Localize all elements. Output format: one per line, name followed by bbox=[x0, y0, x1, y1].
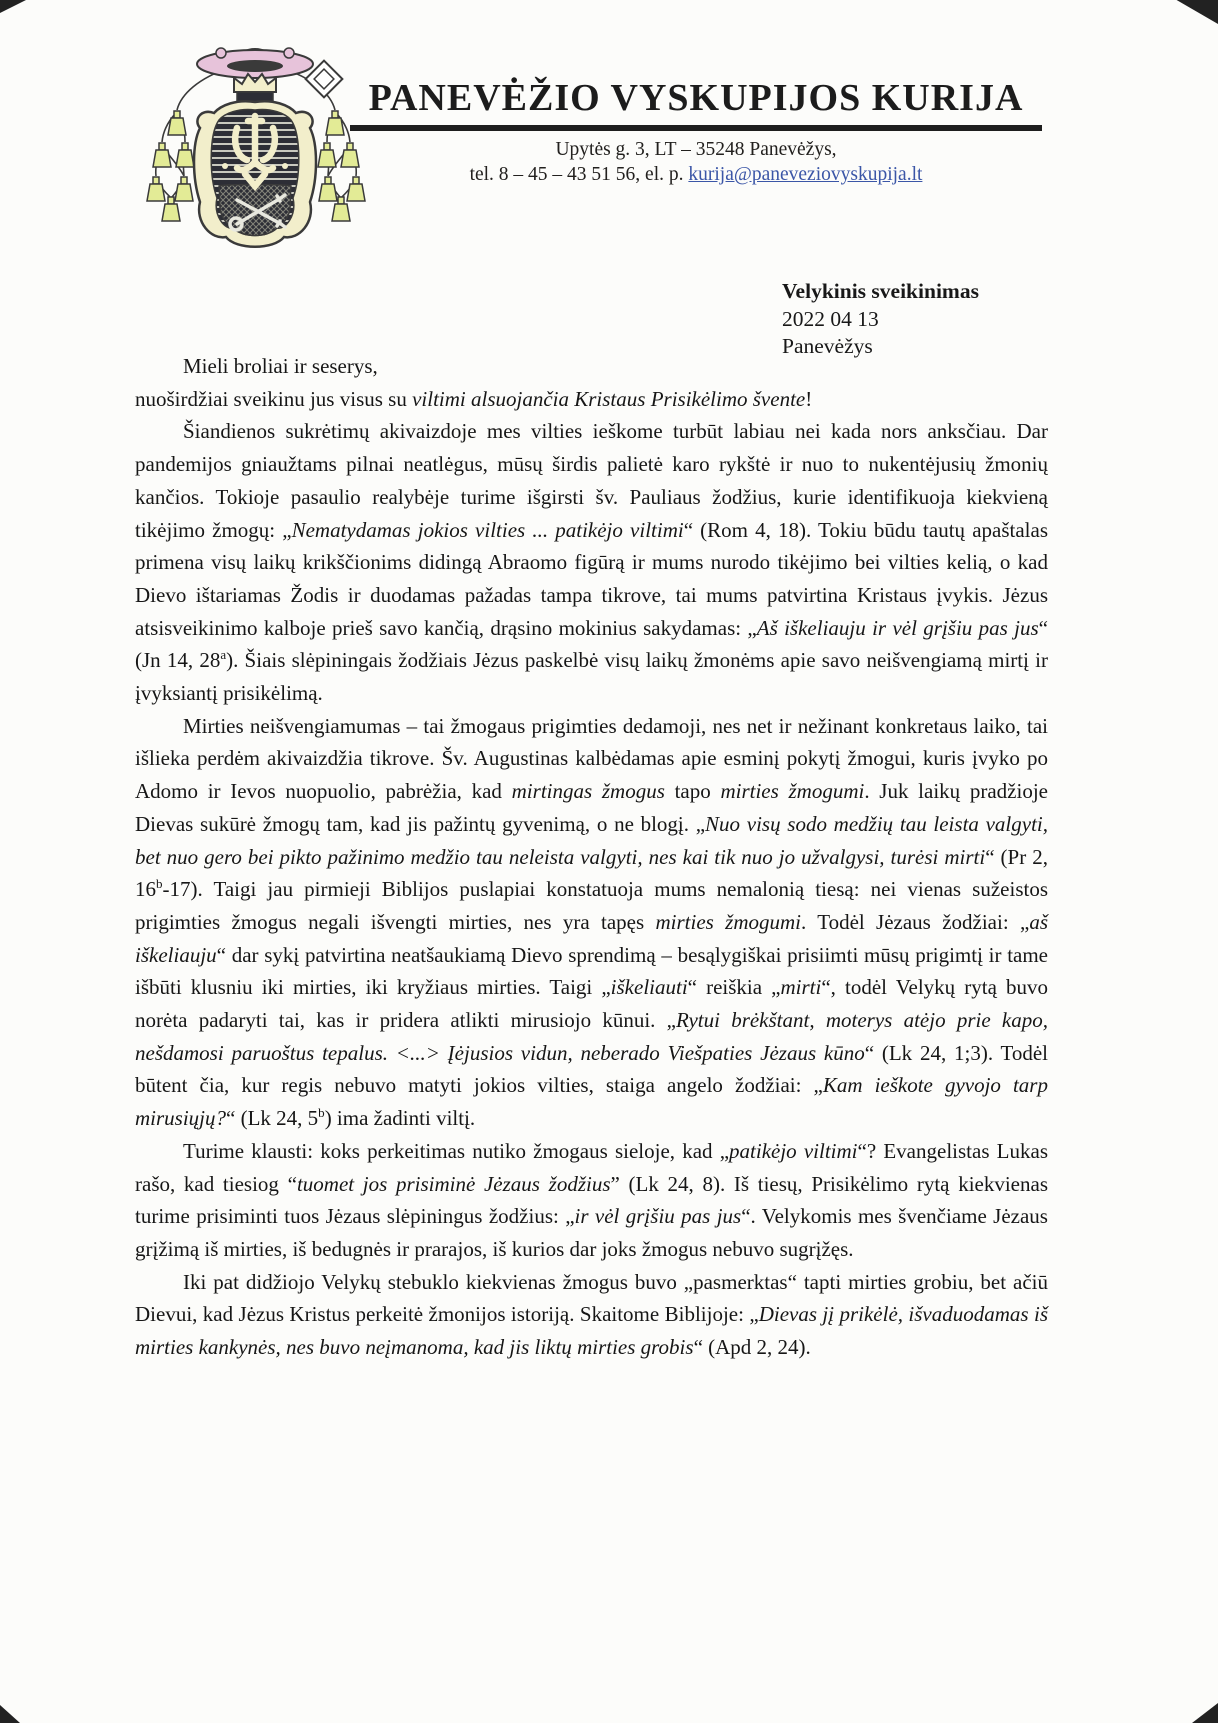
scan-artifact-corner bbox=[0, 1705, 20, 1723]
greeting-line: nuoširdžiai sveikinu jus visus su viltimi alsuojančia Kristaus Prisikėlimo švente! bbox=[135, 386, 813, 411]
contact-line bbox=[350, 162, 1042, 187]
contact-prefix: tel. 8 – 45 – 43 51 56, el. p. bbox=[469, 164, 689, 185]
document-meta bbox=[782, 278, 979, 361]
paragraph-4: Iki pat didžiojo Velykų stebuklo kiekvienas žmogus buvo „pasmerktas“ tapti mirties grobiu, bet ačiū Dievui, kad Jėzus Kristus perkeitė žmonijos istoriją. Skaitome Biblijoje: „Dievas jį prikėlė, išvaduodamas iš mirties kankynės, nes buvo neįmanoma, kad jis liktų mirties grobis“ (Apd 2, 24). bbox=[135, 1269, 1049, 1360]
letterhead-rule bbox=[350, 125, 1042, 131]
diocese-coat-of-arms bbox=[133, 26, 383, 258]
organization-name: PANEVĖŽIO VYSKUPIJOS KURIJA bbox=[368, 77, 1024, 119]
document-date: 2022 04 13 bbox=[782, 306, 879, 331]
galero-hat-icon bbox=[197, 48, 313, 78]
paragraph-2: Mirties neišvengiamumas – tai žmogaus prigimties dedamoji, nes net ir nežinant konkretaus laiko, tai išlieka perdėm akivaizdžia tikrove. Šv. Augustinas kalbėdamas apie esminį pokytį žmogui, kuris įvyko po Adomo ir Ievos nuopuolio, pabrėžia, kad mirtingas žmogus tapo mirties žmogumi. Juk laikų pradžioje Dievas sukūrė žmogų tam, kad jis pažintų gyvenimą, o ne blogį. „Nuo visų sodo medžių tau leista valgyti, bet nuo gero bei pikto pažinimo medžio tau neleista valgyti, nes kai tik nuo jo užvalgysi, turėsi mirti“ (Pr 2, 16$^b$-17). Taigi jau pirmieji Biblijos puslapiai konstatuoja mums nemalonią tiesą: nei vienas sužeistos prigimties žmogus negali išvengti mirties, nes yra tapęs mirties žmogumi. Todėl Jėzaus žodžiai: „aš iškeliauju“ dar sykį patvirtina neatšaukiamą Dievo sprendimą – besąlygiškai prisiimti mūsų prigimtį ir tame išbūti klusniu iki mirties, iki kryžiaus mirties. Taigi „iškeliauti“ reiškia „mirti“, todėl Velykų rytą buvo norėta padaryti tai, kas ir pridera atlikti mirusiojo kūnui. „Rytui brėkštant, moterys atėjo prie kapo, nešdamosi paruoštus tepalus. <...> Įėjusios vidun, neberado Viešpaties Jėzaus kūno“ (Lk 24, 1;3). Todėl būtent čia, kur regis nebuvo matyti jokios vilties, staiga angelo žodžiai: „Kam ieškote gyvojo tarp mirusiųjų?“ (Lk 24, 5$^b$) ima žadinti viltį. bbox=[135, 713, 1049, 1131]
document-place: Panevėžys bbox=[782, 334, 873, 358]
scan-artifact-corner bbox=[1172, 0, 1218, 24]
document-title: Velykinis sveikinimas bbox=[782, 279, 979, 303]
paragraph-3: Turime klausti: koks perkeitimas nutiko žmogaus sieloje, kad „patikėjo viltimi“? Evangelistas Lukas rašo, kad tiesiog “tuomet jos prisiminė Jėzaus žodžius” (Lk 24, 8). Iš tiesų, Prisikėlimo rytą kiekvienas turime prisiminti tuos Jėzaus slėpiningus žodžius: „ir vėl grįšiu pas jus“. Velykomis mes švenčiame Jėzaus grįžimą iš mirties, iš bedugnės ir prarajos, iš kurios dar joks žmogus nebuvo sugrįžęs. bbox=[135, 1138, 1048, 1261]
address-line: Upytės g. 3, LT – 35248 Panevėžys, bbox=[555, 139, 837, 160]
paragraph-1: Šiandienos sukrėtimų akivaizdoje mes vilties ieškome turbūt labiau nei kada nors anksčiau. Dar pandemijos gniaužtams pilnai neatlėgus, mūsų širdis palietė karo rykštė ir nuo to nukentėjusių žmonių kančios. Tokioje pasaulio realybėje turime išgirsti šv. Pauliaus žodžius, kurie identifikuoja kiekvieną tikėjimo žmogų: „Nematydamas jokios vilties ... patikėjo viltimi“ (Rom 4, 18). Tokiu būdu tautų apaštalas primena visų laikų krikščionims didingą Abraomo figūrą ir mums nurodo tikėjimo bei vilties kelią, o kad Dievo ištariamas Žodis ir duodamas pažadas tampa tikrove, tai mums patvirtina Kristaus įvykis. Jėzus atsisveikinimo kalboje prieš savo kančią, drąsino mokinius sakydamas: „Aš iškeliauju ir vėl grįšiu pas jus“ (Jn 14, 28$^a$). Šiais slėpiningais žodžiais Jėzus paskelbė visų laikų žmonėms apie savo neišvengiamą mirtį ir įvyksiantį prisikėlimą. bbox=[135, 419, 1048, 706]
salutation: Mieli broliai ir seserys, bbox=[183, 354, 378, 378]
letterhead bbox=[350, 76, 1042, 187]
shield-icon bbox=[194, 101, 316, 247]
letter-body bbox=[135, 350, 1048, 1364]
scan-artifact-corner bbox=[0, 0, 26, 13]
scan-artifact-corner bbox=[1192, 1703, 1218, 1723]
email-link[interactable]: kurija@paneveziovyskupija.lt bbox=[688, 164, 923, 185]
